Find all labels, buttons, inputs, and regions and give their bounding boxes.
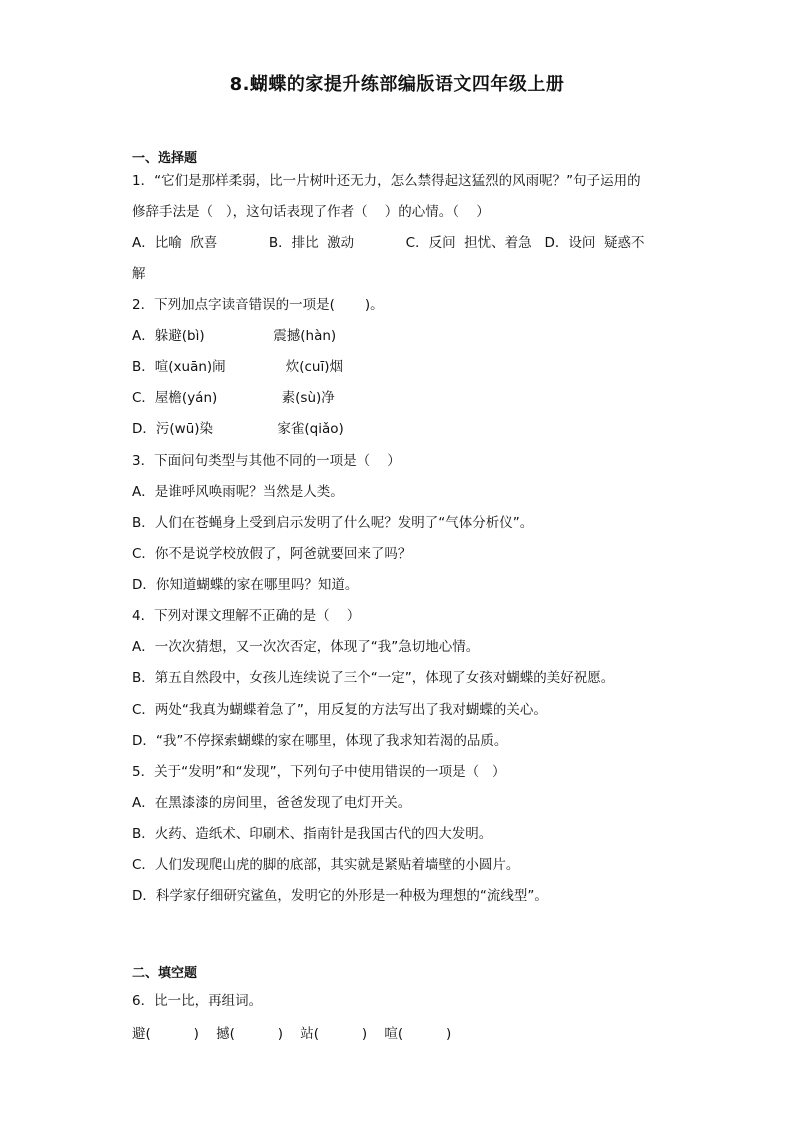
question-3-option-c: C．你不是说学校放假了，阿爸就要回来了吗？ (132, 546, 412, 562)
question-4-option-a: A．一次次猜想，又一次次否定，体现了“我”急切地心情。 (132, 639, 480, 655)
question-3-stem: 3．下面问句类型与其他不同的一项是（ ） (132, 453, 401, 469)
question-2-option-c: C．屋檐(yán) 素(sù)净 (132, 390, 335, 406)
question-1-line-1: 1．“它们是那样柔弱，比一片树叶还无力，怎么禁得起这猛烈的风雨呢？”句子运用的 (132, 173, 641, 189)
question-1-options: A．比喻 欣喜 B．排比 激动 C．反问 担忧、着急 D．设问 疑惑不 (132, 235, 645, 251)
question-1-line-2: 修辞手法是（ ），这句话表现了作者（ ）的心情。（ ） (132, 204, 490, 220)
question-5-option-c: C．人们发现爬山虎的脚的底部，其实就是紧贴着墙壁的小圆片。 (132, 857, 520, 873)
question-6-stem: 6．比一比，再组词。 (132, 993, 263, 1009)
question-6-blanks: 避( ) 撼( ) 站( ) 喧( ) (132, 1026, 452, 1042)
question-4-stem: 4．下列对课文理解不正确的是（ ） (132, 608, 361, 624)
question-5-option-d: D．科学家仔细研究鲨鱼，发明它的外形是一种极为理想的“流线型”。 (132, 888, 548, 904)
question-3-option-d: D．你知道蝴蝶的家在哪里吗？知道。 (132, 577, 359, 593)
question-4-option-b: B．第五自然段中，女孩儿连续说了三个“一定”，体现了女孩对蝴蝶的美好祝愿。 (132, 670, 615, 686)
question-5-stem: 5．关于“发明”和“发现”，下列句子中使用错误的一项是（ ） (132, 764, 506, 780)
question-2-stem: 2．下列加点字读音错误的一项是( )。 (132, 297, 384, 313)
question-4-option-d: D．“我”不停探索蝴蝶的家在哪里，体现了我求知若渴的品质。 (132, 733, 508, 749)
question-3-option-b: B．人们在苍蝇身上受到启示发明了什么呢？发明了“气体分析仪”。 (132, 515, 534, 531)
question-2-option-a: A．躲避(bì) 震撼(hàn) (132, 328, 337, 344)
question-2-option-d: D．污(wū)染 家雀(qiǎo) (132, 421, 344, 437)
page-title: 8.蝴蝶的家提升练部编版语文四年级上册 (229, 74, 565, 95)
question-1-options-wrap: 解 (132, 266, 146, 282)
question-4-option-c: C．两处“我真为蝴蝶着急了”，用反复的方法写出了我对蝴蝶的关心。 (132, 702, 547, 718)
question-2-option-b: B．喧(xuān)闹 炊(cuī)烟 (132, 359, 344, 375)
question-5-option-b: B．火药、造纸术、印刷术、指南针是我国古代的四大发明。 (132, 826, 493, 842)
question-3-option-a: A．是谁呼风唤雨呢？当然是人类。 (132, 484, 344, 500)
question-5-option-a: A．在黑漆漆的房间里，爸爸发现了电灯开关。 (132, 795, 412, 811)
section-heading-fill: 二、填空题 (132, 966, 198, 981)
section-heading-choice: 一、选择题 (132, 151, 198, 166)
